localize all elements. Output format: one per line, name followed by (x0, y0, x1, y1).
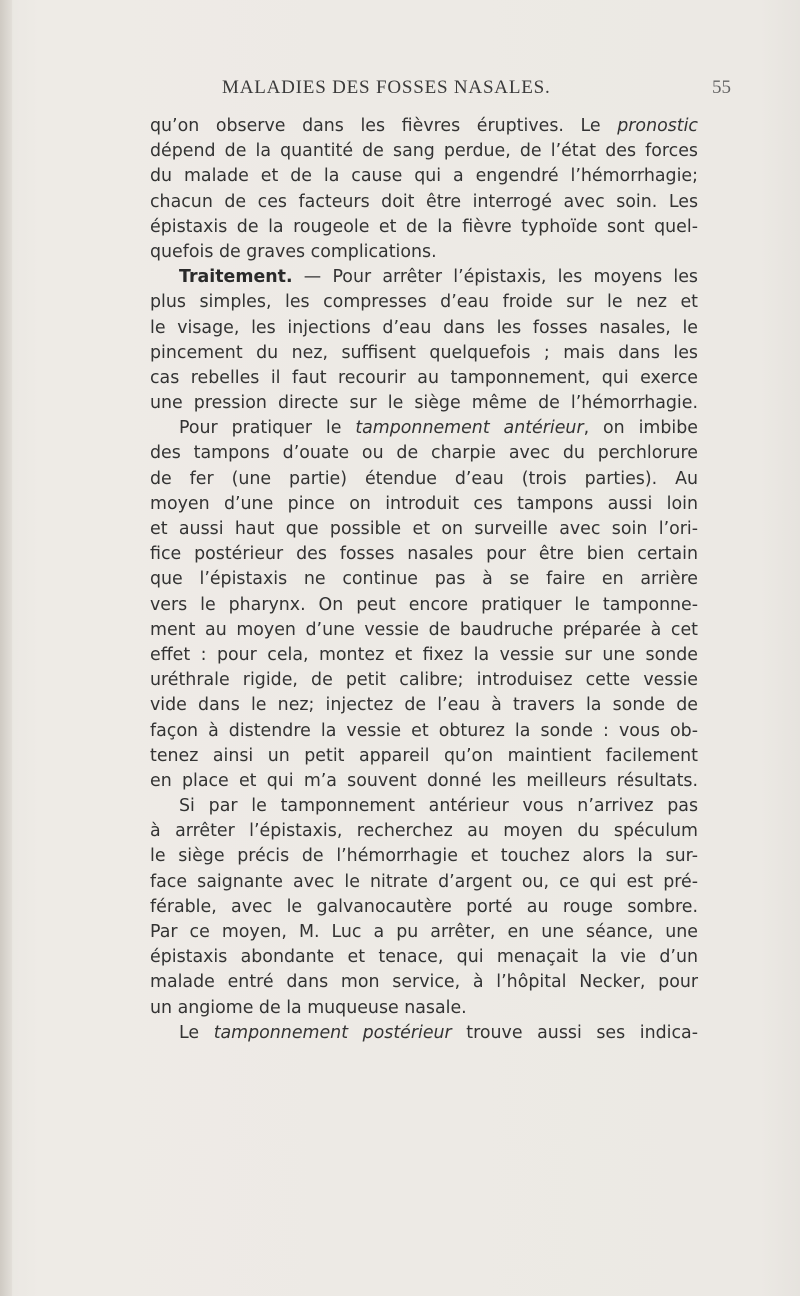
text-line (150, 542, 698, 567)
text-line (150, 618, 698, 643)
line-text: effet : pour cela, montez et fixez la vessie sur une sonde (150, 644, 698, 665)
text-line (150, 441, 698, 466)
line-text: Pour pratiquer le (179, 418, 356, 439)
line-text: pincement du nez, suffisent quelquefois ; mais dans les (150, 342, 698, 363)
line-text: de fer (une partie) étendue d’eau (trois parties). Au (150, 468, 698, 489)
line-text: une pression directe sur le siège même de l’hémorrhagie. (150, 393, 698, 414)
line-text: ment au moyen d’une vessie de baudruche préparée à cet (150, 619, 698, 640)
line-text: Si par le tamponnement antérieur vous n’arrivez pas (179, 796, 698, 817)
page-spine-shadow (0, 0, 12, 1296)
text-line (150, 341, 698, 366)
text-line (150, 945, 698, 970)
line-text: le visage, les injections d’eau dans les fosses nasales, le (150, 317, 698, 338)
line-text: façon à distendre la vessie et obturez la sonde : vous ob- (150, 720, 698, 741)
text-line (150, 895, 698, 920)
line-text: à arrêter l’épistaxis, recherchez au moyen du spéculum (150, 821, 698, 842)
text-line (150, 870, 698, 895)
line-text: moyen d’une pince on introduit ces tampons aussi loin (150, 493, 698, 514)
text-line (150, 719, 698, 744)
line-text-after: , on imbibe (583, 418, 698, 439)
line-text: — Pour arrêter l’épistaxis, les moyens les (292, 267, 698, 288)
text-line (150, 316, 698, 341)
text-line (150, 290, 698, 315)
text-line (150, 467, 698, 492)
text-line (150, 391, 698, 416)
text-line (150, 567, 698, 592)
text-line (150, 920, 698, 945)
line-text: en place et qui m’a souvent donné les meilleurs résultats. (150, 770, 698, 791)
line-text: dépend de la quantité de sang perdue, de l’état des forces (150, 141, 698, 162)
text-line (150, 794, 698, 819)
line-text: plus simples, les compresses d’eau froide sur le nez et (150, 292, 698, 313)
text-line (150, 164, 698, 189)
section-heading: Traitement. (179, 267, 293, 288)
line-text: quefois de graves complications. (150, 241, 437, 262)
text-line (150, 190, 698, 215)
line-text: face saignante avec le nitrate d’argent ou, ce qui est pré- (150, 871, 698, 892)
running-header: MALADIES DES FOSSES NASALES. (222, 77, 551, 98)
text-line (150, 996, 698, 1021)
line-text: fice postérieur des fosses nasales pour être bien certain (150, 544, 698, 565)
line-text: que l’épistaxis ne continue pas à se faire en arrière (150, 569, 698, 590)
line-text: du malade et de la cause qui a engendré l’hémorrhagie; (150, 166, 698, 187)
line-text: le siège précis de l’hémorrhagie et touchez alors la sur- (150, 846, 698, 867)
text-line (150, 114, 698, 139)
line-text: Le (179, 1022, 214, 1043)
text-line (150, 693, 698, 718)
text-line (150, 240, 698, 265)
text-line (150, 265, 698, 290)
text-line (150, 215, 698, 240)
line-text: malade entré dans mon service, à l’hôpital Necker, pour (150, 972, 698, 993)
body-text (150, 114, 698, 1046)
text-line (150, 593, 698, 618)
line-text: Par ce moyen, M. Luc a pu arrêter, en une séance, une (150, 922, 698, 942)
line-text: des tampons d’ouate ou de charpie avec du perchlorure (150, 443, 698, 464)
text-line (150, 1021, 698, 1046)
line-text: férable, avec le galvanocautère porté au rouge sombre. (150, 896, 698, 917)
line-text: et aussi haut que possible et on surveille avec soin l’ori- (150, 519, 698, 539)
line-text: épistaxis de la rougeole et de la fièvre typhoïde sont quel- (150, 216, 698, 237)
line-text-after: trouve aussi ses indica- (451, 1022, 698, 1043)
line-text: vers le pharynx. On peut encore pratiquer le tamponne- (150, 594, 698, 615)
text-line (150, 844, 698, 869)
text-line (150, 970, 698, 995)
text-line (150, 517, 698, 542)
emphasized-term: tamponnement antérieur (355, 418, 584, 439)
line-text: un angiome de la muqueuse nasale. (150, 997, 467, 1018)
text-line (150, 819, 698, 844)
line-text: cas rebelles il faut recourir au tamponnement, qui exerce (150, 367, 698, 388)
line-text: uréthrale rigide, de petit calibre; introduisez cette vessie (150, 670, 698, 691)
text-line (150, 744, 698, 769)
line-text: chacun de ces facteurs doit être interrogé avec soin. Les (150, 191, 698, 212)
text-line (150, 668, 698, 693)
line-text: épistaxis abondante et tenace, qui menaçait la vie d’un (150, 947, 698, 968)
text-line (150, 416, 698, 441)
page-number: 55 (712, 77, 731, 98)
line-text: qu’on observe dans les fièvres éruptives. Le (150, 116, 618, 136)
text-line (150, 492, 698, 517)
line-text: vide dans le nez; injectez de l’eau à travers la sonde de (150, 695, 698, 716)
emphasized-term: tamponnement postérieur (213, 1022, 452, 1043)
line-text: tenez ainsi un petit appareil qu’on maintient facilement (150, 745, 698, 766)
text-line (150, 366, 698, 391)
text-line (150, 139, 698, 164)
text-line (150, 643, 698, 668)
emphasized-term: pronostic (617, 116, 698, 136)
text-line (150, 769, 698, 794)
